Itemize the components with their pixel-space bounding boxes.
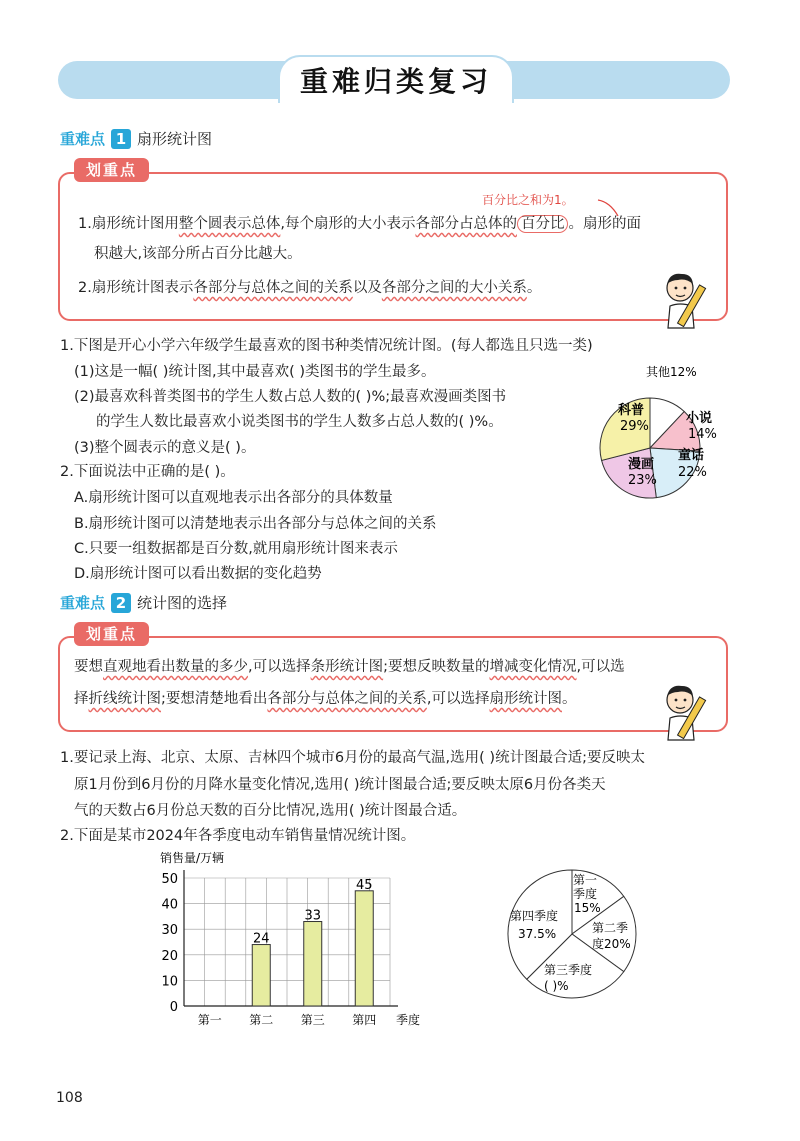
pie-label-xiaoshuo: 小说 bbox=[686, 411, 713, 426]
text: 。扇形的面 bbox=[568, 216, 641, 232]
y-tick-label: 40 bbox=[161, 897, 178, 913]
text: 。 bbox=[562, 691, 577, 707]
ev-sales-bar-chart bbox=[150, 848, 440, 1028]
question-1-stem: 1.下图是开心小学六年级学生最喜欢的图书种类情况统计图。(每人都选且只选一类) bbox=[60, 338, 593, 354]
section-1-header bbox=[60, 128, 212, 150]
y-tick-label: 0 bbox=[169, 1000, 178, 1015]
section-label: 重难点 bbox=[60, 594, 106, 612]
text: 2.扇形统计图表示 bbox=[78, 280, 194, 296]
pie-label-other: 其他12% bbox=[646, 365, 697, 379]
section-title: 统计图的选择 bbox=[137, 594, 228, 612]
pie-value-tonghua: 22% bbox=[678, 465, 707, 480]
pie2-q1-value: 15% bbox=[574, 901, 601, 915]
question-3-line-1: 1.要记录上海、北京、太原、吉林四个城市6月份的最高气温,选用( )统计图最合适;要反映太 bbox=[60, 750, 645, 766]
pie-value-xiaoshuo: 14% bbox=[688, 427, 717, 442]
text: 折线统计图 bbox=[88, 691, 161, 707]
kp2-line-2 bbox=[74, 689, 577, 709]
student-mascot-icon bbox=[658, 680, 714, 742]
text: 各部分与总体之间的关系 bbox=[193, 280, 353, 296]
pie2-q4-line2: 37.5% bbox=[518, 927, 557, 941]
quarter-sales-pie-chart bbox=[500, 864, 650, 1004]
section-title: 扇形统计图 bbox=[137, 130, 213, 148]
text: 要想 bbox=[74, 659, 103, 675]
text: 各部分与总体之间的关系 bbox=[267, 691, 427, 707]
pie2-q1-line2: 季度 bbox=[573, 887, 598, 901]
x-tick-label: 第一 bbox=[197, 1013, 222, 1027]
book-category-pie-chart bbox=[590, 356, 750, 506]
text: 增减变化情况 bbox=[489, 659, 577, 675]
pie-label-tonghua: 童话 bbox=[678, 448, 705, 463]
text: 。 bbox=[526, 280, 542, 296]
bar bbox=[355, 891, 373, 1006]
pie2-q3-line2: ( )% bbox=[544, 979, 569, 993]
kp1-line-2: 积越大,该部分所占百分比越大。 bbox=[94, 246, 302, 262]
question-2-stem: 2.下面说法中正确的是( )。 bbox=[60, 464, 235, 480]
text: 扇形统计图 bbox=[489, 691, 562, 707]
annotation-note: 百分比之和为1。 bbox=[482, 193, 574, 207]
bar-data-label: 33 bbox=[304, 908, 322, 924]
kp1-line-1 bbox=[78, 214, 641, 234]
question-4-stem: 2.下面是某市2024年各季度电动车销售量情况统计图。 bbox=[60, 828, 416, 844]
pie-label-manhua: 漫画 bbox=[628, 457, 655, 472]
page-title: 重难归类复习 bbox=[278, 55, 514, 103]
key-point-tag: 划重点 bbox=[74, 158, 149, 182]
section-number: 2 bbox=[111, 593, 131, 613]
key-point-tag: 划重点 bbox=[74, 622, 149, 646]
kp2-line-1 bbox=[74, 657, 625, 677]
question-1-part-1: (1)这是一幅( )统计图,其中最喜欢( )类图书的学生最多。 bbox=[74, 364, 436, 380]
pie2-q2-line1: 第二季 bbox=[592, 921, 629, 935]
question-3-line-2: 原1月份到6月份的月降水量变化情况,选用( )统计图最合适;要反映太原6月份各类天 bbox=[74, 777, 606, 793]
text: ,可以选择 bbox=[426, 691, 490, 707]
text: 条形统计图 bbox=[310, 659, 384, 675]
kp1-line-3 bbox=[78, 278, 541, 298]
pie-value-kepu: 29% bbox=[620, 419, 649, 434]
question-1-part-2-line-2: 的学生人数比最喜欢小说类图书的学生人数多占总人数的( )%。 bbox=[96, 414, 503, 430]
bar bbox=[304, 922, 322, 1006]
pie2-q3-line1: 第三季度 bbox=[544, 963, 593, 977]
text: 1.扇形统计图用 bbox=[78, 216, 179, 232]
text: 择 bbox=[74, 691, 89, 707]
pie-label-kepu: 科普 bbox=[618, 403, 645, 418]
bar-data-label: 24 bbox=[252, 931, 270, 947]
option-b: B.扇形统计图可以清楚地表示出各部分与总体之间的关系 bbox=[74, 516, 437, 532]
text: ;要想反映数量的 bbox=[383, 659, 490, 675]
section-label: 重难点 bbox=[60, 130, 106, 148]
option-d: D.扇形统计图可以看出数据的变化趋势 bbox=[74, 566, 322, 582]
question-3-line-3: 气的天数占6月份总天数的百分比情况,选用( )统计图最合适。 bbox=[74, 803, 467, 819]
question-1-part-3: (3)整个圆表示的意义是( )。 bbox=[74, 440, 256, 456]
section-2-header bbox=[60, 592, 227, 614]
option-c: C.只要一组数据都是百分数,就用扇形统计图来表示 bbox=[74, 541, 398, 557]
text: 直观地看出数量的多少 bbox=[103, 659, 248, 675]
text: 整个圆表示总体 bbox=[178, 216, 281, 232]
pie2-q1-line1: 第一 bbox=[573, 873, 598, 887]
bar-data-label: 45 bbox=[355, 877, 373, 893]
text: ,每个扇形的大小表示 bbox=[280, 216, 416, 232]
page-number: 108 bbox=[56, 1090, 83, 1106]
question-1-part-2-line-1: (2)最喜欢科普类图书的学生人数占总人数的( )%;最喜欢漫画类图书 bbox=[74, 389, 507, 405]
text: 以及 bbox=[352, 280, 382, 296]
x-tick-label: 第三 bbox=[300, 1013, 325, 1027]
bar bbox=[252, 945, 270, 1006]
y-axis-label: 销售量/万辆 bbox=[160, 851, 225, 865]
circled-text: 百分比 bbox=[517, 215, 569, 233]
x-axis-label: 季度 bbox=[396, 1013, 421, 1027]
text: 各部分占总体的 bbox=[415, 216, 517, 232]
key-point-box-2 bbox=[58, 636, 728, 732]
text: ,可以选择 bbox=[248, 659, 311, 675]
x-tick-label: 第四 bbox=[352, 1013, 377, 1027]
pie2-q4-line1: 第四季度 bbox=[510, 909, 559, 923]
y-tick-label: 20 bbox=[161, 948, 178, 964]
y-tick-label: 50 bbox=[161, 872, 178, 887]
text: ;要想清楚地看出 bbox=[161, 691, 268, 707]
student-mascot-icon bbox=[658, 268, 714, 330]
text: ,可以选 bbox=[576, 659, 625, 675]
text: 各部分之间的大小关系 bbox=[381, 280, 527, 296]
option-a: A.扇形统计图可以直观地表示出各部分的具体数量 bbox=[74, 490, 393, 506]
pie-value-manhua: 23% bbox=[628, 473, 657, 488]
x-tick-label: 第二 bbox=[249, 1013, 274, 1027]
pie2-q2-line2: 度20% bbox=[592, 937, 631, 951]
y-tick-label: 10 bbox=[161, 974, 178, 990]
y-tick-label: 30 bbox=[161, 923, 178, 939]
section-number: 1 bbox=[111, 129, 131, 149]
